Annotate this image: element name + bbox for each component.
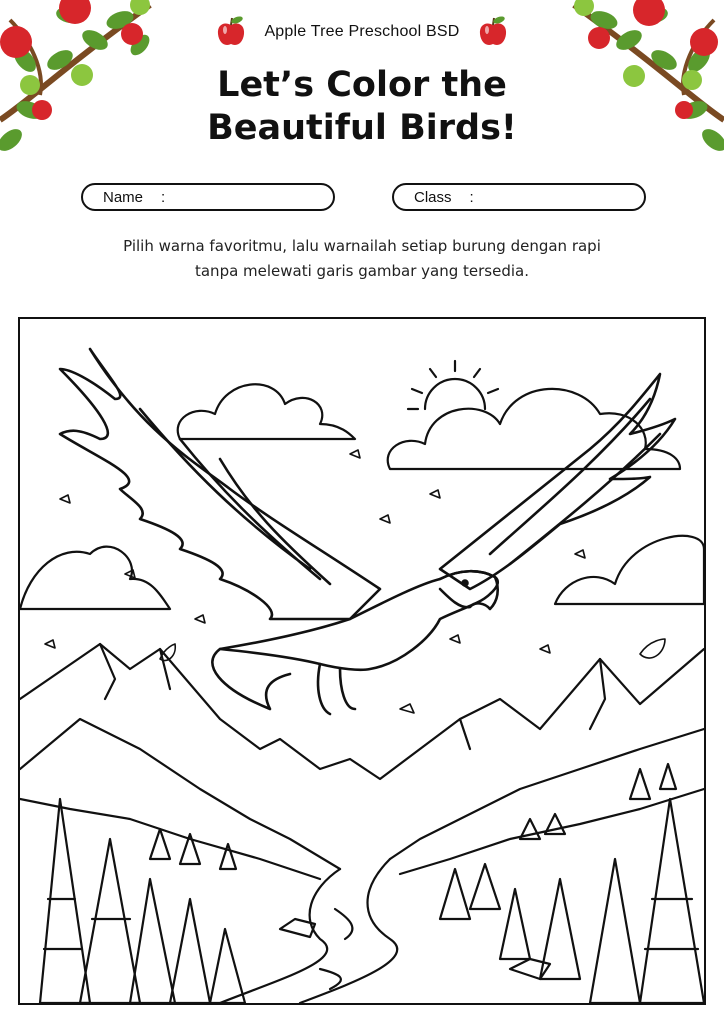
page-title (0, 64, 724, 150)
school-name: Apple Tree Preschool BSD (264, 23, 460, 40)
title-line-2: Beautiful Birds! (207, 108, 517, 148)
instructions (60, 234, 664, 284)
pine-trees-left (40, 799, 245, 1003)
coloring-frame (18, 317, 706, 1005)
cloud-icon (20, 547, 170, 609)
school-header (0, 16, 724, 48)
class-field[interactable] (392, 183, 646, 211)
river (220, 869, 340, 1003)
cloud-icon (178, 384, 355, 439)
pine-trees-right (440, 764, 704, 1003)
instructions-line-2: tanpa melewati garis gambar yang tersedia. (194, 262, 529, 280)
name-field[interactable] (81, 183, 335, 211)
apple-icon (478, 16, 508, 48)
class-colon: : (469, 188, 474, 206)
falling-leaves (45, 450, 665, 713)
sun-icon (408, 361, 498, 409)
name-colon: : (161, 188, 166, 206)
name-label: Name (103, 188, 144, 206)
apple-icon (216, 16, 246, 48)
eagle-illustration (20, 319, 704, 1003)
title-line-1: Let’s Color the (217, 65, 507, 105)
class-label: Class (414, 188, 452, 206)
cloud-icon (555, 536, 704, 604)
eagle (60, 349, 675, 714)
instructions-line-1: Pilih warna favoritmu, lalu warnailah setiap burung dengan rapi (123, 237, 601, 255)
